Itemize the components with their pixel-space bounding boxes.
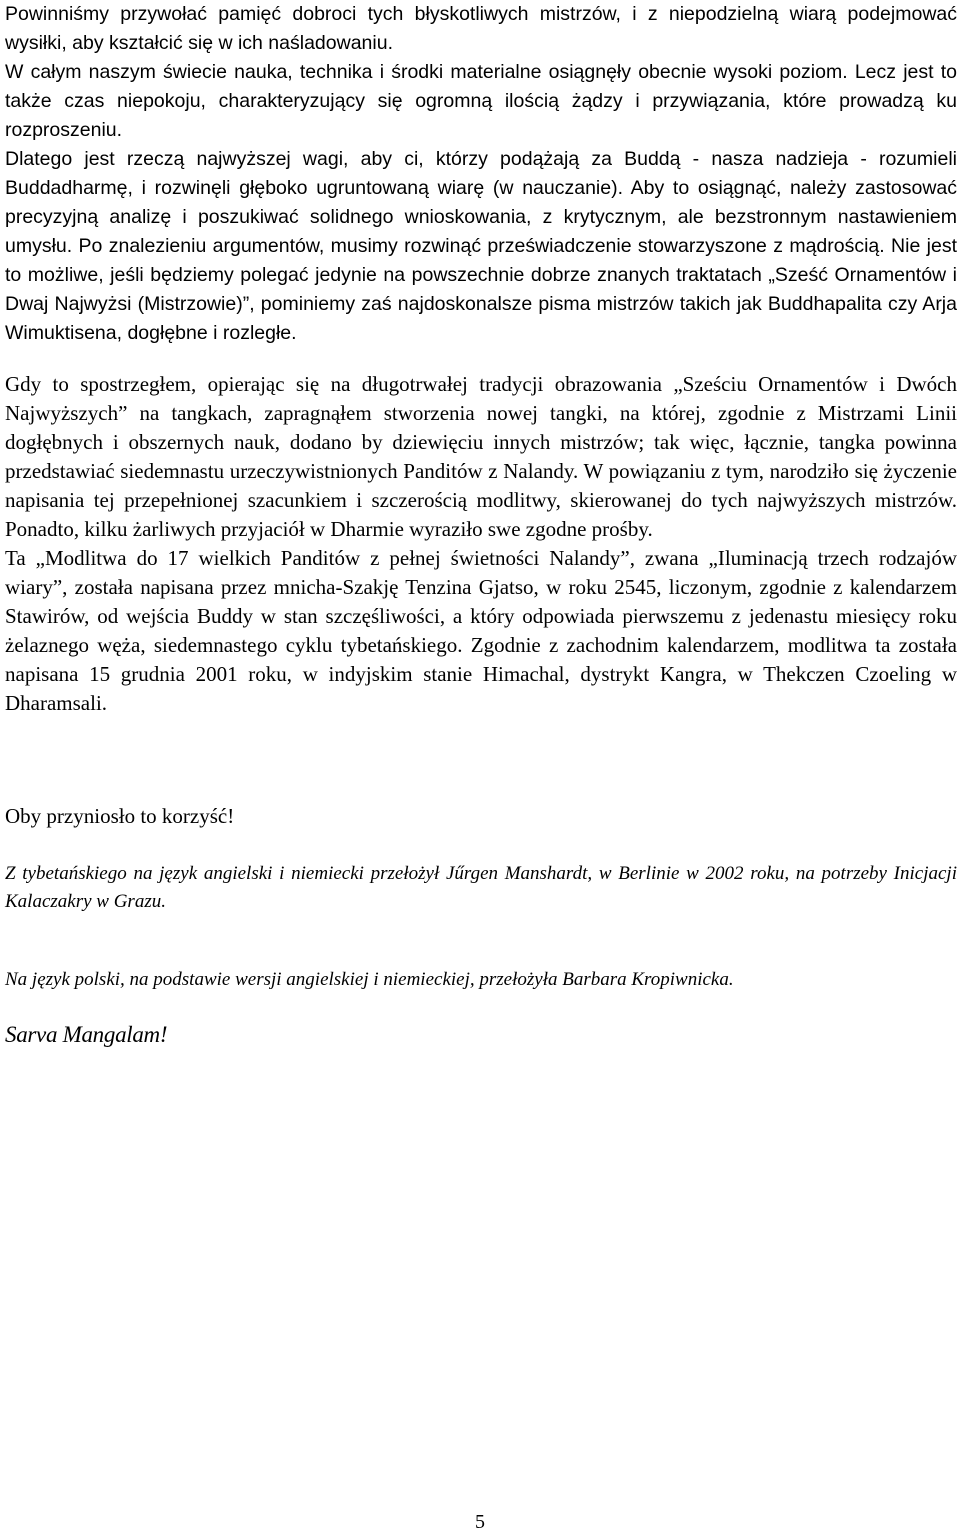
paragraph-4: Gdy to spostrzegłem, opierając się na długotrwałej tradycji obrazowania „Sześciu Ornamentów i Dwóch Najwyższych” na tangkach, zapragnąłem stworzenia nowej tangki, na której, zgodnie z Mistrzami Linii dogłębnych i obszernych nauk, dodano by dziewięciu innych mistrzów; tak więc, łącznie, tangka powinna przedstawiać siedemnastu urzeczywistnionych Panditów z Nalandy. W powiązaniu z tym, narodziło się życzenie napisania tej przepełnionej szacunkiem i szczerością modlitwy, skierowanej do tych najwyższych mistrzów. Ponadto, kilku żarliwych przyjaciół w Dharmie wyraziło swe zgodne prośby. xyxy=(5,372,957,541)
sans-section xyxy=(5,0,957,348)
paragraph-1: Powinniśmy przywołać pamięć dobroci tych błyskotliwych mistrzów, i z niepodzielną wiarą podejmować wysiłki, aby kształcić się w ich naśladowaniu. xyxy=(5,3,957,54)
translation-note-english-german: Z tybetańskiego na język angielski i niemiecki przełożył Jűrgen Manshardt, w Berlinie w 2002 roku, na potrzeby Inicjacji Kalaczakry w Grazu. xyxy=(5,863,957,912)
closing-wish: Oby przyniosło to korzyść! xyxy=(5,804,235,828)
page-number: 5 xyxy=(475,1511,485,1533)
serif-section xyxy=(5,370,957,718)
paragraph-2: W całym naszym świecie nauka, technika i środki materialne osiągnęły obecnie wysoki poziom. Lecz jest to także czas niepokoju, charakteryzujący się ogromną ilością żądzy i przywiązania, które prowadzą ku rozproszeniu. xyxy=(5,61,957,141)
paragraph-3: Dlatego jest rzeczą najwyższej wagi, aby ci, którzy podążają za Buddą - nasza nadzieja - rozumieli Buddadharmę, i rozwinęli głęboko ugruntowaną wiarę (w nauczanie). Aby to osiągnąć, należy zastosować precyzyjną analizę i poszukiwać solidnego wnioskowania, z krytycznym, ale bezstronnym nastawieniem umysłu. Po znalezieniu argumentów, musimy rozwinąć przeświadczenie stowarzyszone z mądrością. Nie jest to możliwe, jeśli będziemy polegać jedynie na powszechnie dobrze znanych traktatach „Sześć Ornamentów i Dwaj Najwyżsi (Mistrzowie)”, pominiemy zaś najdoskonalsze pisma mistrzów takich jak Buddhapalita czy Arja Wimuktisena, dogłębne i rozległe. xyxy=(5,148,957,344)
paragraph-5: Ta „Modlitwa do 17 wielkich Panditów z pełnej świetności Nalandy”, zwana „Iluminacją trzech rodzajów wiary”, została napisana przez mnicha-Szakję Tenzina Gjatso, w roku 2545, liczonym, zgodnie z kalendarzem Stawirów, od wejścia Buddy w stan szczęśliwości, a który odpowiada pierwszemu z jedenastu miesięcy roku żelaznego węża, siedemnastego cyklu tybetańskiego. Zgodnie z zachodnim kalendarzem, modlitwa ta została napisana 15 grudnia 2001 roku, w indyjskim stanie Himachal, dystrykt Kangra, w Thekczen Czoeling w Dharamsali. xyxy=(5,546,957,715)
blessing: Sarva Mangalam! xyxy=(5,1022,168,1047)
translation-note-polish: Na język polski, na podstawie wersji angielskiej i niemieckiej, przełożyła Barbara Kropiwnicka. xyxy=(5,969,734,990)
